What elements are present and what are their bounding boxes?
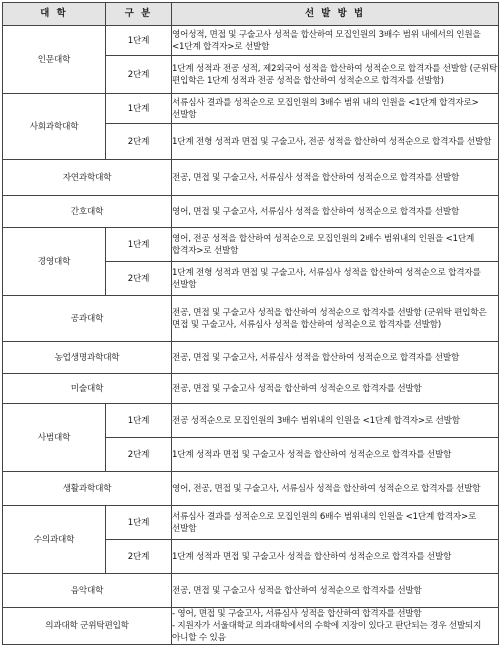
college-cell: 수의과대학 [3, 506, 106, 574]
method-text: 전공, 면접 및 구술고사 성적을 합산하여 성적순으로 합격자를 선발함 [172, 383, 422, 394]
method-cell [172, 438, 499, 472]
method-cell [172, 506, 499, 540]
table-row [3, 374, 499, 404]
table-row [3, 574, 499, 608]
method-cell [172, 160, 499, 196]
division-cell: 2단계 [106, 262, 172, 296]
division-cell: 1단계 [106, 228, 172, 262]
college-cell: 인문대학 [3, 26, 106, 94]
method-text: 1단계 성적과 전공 성적, 제2외국어 성적을 합산하여 성적순으로 합격자를 선발함 (군위탁 편입학은 1단계 성적과 전공 성적을 합산하여 성적순으로 합격자를 선발함) [172, 63, 498, 86]
method-text: 영어, 전공 성적을 합산하여 성적순으로 모집인원의 2배수 범위내의 인원을 <1단계 합격자>로 선발함 [172, 233, 475, 256]
college-cell: 경영대학 [3, 228, 106, 296]
table-row [3, 196, 499, 228]
method-text: 전공, 면접 및 구술고사, 서류심사 성적을 합산하여 성적순으로 합격자를 선발함 [172, 352, 460, 363]
method-text: - 지원자가 서울대학교 의과대학에서의 수학에 지장이 있다고 판단되는 경우 선발되지 아니할 수 있음 [172, 621, 482, 643]
header-row [3, 3, 499, 26]
method-text: 1단계 성적과 면접 및 구술고사 성적을 합산하여 성적순으로 합격자를 선발함 [172, 551, 452, 562]
college-cell: 미술대학 [3, 374, 172, 404]
table-row [3, 296, 499, 342]
method-cell [172, 472, 499, 506]
method-text: 1단계 전형 성적과 면접 및 구술고사, 서류심사 성적을 합산하여 성적순으로 합격자를 선발함 [172, 267, 481, 290]
admission-table-container [2, 2, 498, 643]
method-cell [172, 262, 499, 296]
college-cell: 농업생명과학대학 [3, 342, 172, 374]
method-cell [172, 196, 499, 228]
method-cell [172, 404, 499, 438]
method-text: 전공 성적순으로 모집인원의 3배수 범위내의 인원을 <1단계 합격자>로 선발함 [172, 415, 460, 426]
method-cell [172, 94, 499, 124]
table-row [3, 160, 499, 196]
method-cell [172, 574, 499, 608]
method-cell [172, 124, 499, 160]
header-college: 대 학 [3, 3, 106, 26]
admission-selection-table [2, 2, 499, 645]
division-cell: 1단계 [106, 506, 172, 540]
college-cell: 간호대학 [3, 196, 172, 228]
method-cell [172, 540, 499, 574]
division-cell: 2단계 [106, 124, 172, 160]
table-row [3, 342, 499, 374]
division-cell: 1단계 [106, 404, 172, 438]
table-body [3, 26, 499, 645]
method-cell [172, 608, 499, 645]
table-row [3, 94, 499, 124]
table-row [3, 404, 499, 438]
division-cell: 2단계 [106, 438, 172, 472]
method-text: 전공, 면접 및 구술고사 성적을 합산하여 성적순으로 합격자를 선발함 [172, 585, 422, 596]
method-cell [172, 26, 499, 56]
table-row [3, 506, 499, 540]
method-text: 서류심사 결과를 성적순으로 모집인원의 3배수 범위 내의 인원을 <1단계 합격자로> 선발함 [172, 97, 479, 120]
college-cell: 공과대학 [3, 296, 172, 342]
college-cell: 사회과학대학 [3, 94, 106, 160]
method-cell [172, 56, 499, 94]
division-cell: 2단계 [106, 540, 172, 574]
method-cell [172, 296, 499, 342]
method-text: - 영어, 면접 및 구술고사, 서류심사 성적을 합산하여 합격자를 선발함 [172, 609, 422, 619]
college-cell: 생활과학대학 [3, 472, 172, 506]
method-text: 서류심사 결과를 성적순으로 모집인원의 6배수 범위내의 인원을 <1단계 합격자>로 선발함 [172, 511, 477, 534]
method-text: 1단계 성적과 면접 및 구술고사 성적을 합산하여 성적순으로 합격자를 선발함 [172, 449, 452, 460]
division-cell: 1단계 [106, 94, 172, 124]
college-cell: 의과대학 군위탁편입학 [3, 608, 172, 645]
method-text: 전공, 면접 및 구술고사 성적을 합산하여 성적순으로 합격자를 선발함 (군위탁 편입학은 면접 및 구술고사, 서류심사 성적을 합산하여 성적순으로 합격자를 선발함) [172, 307, 487, 330]
method-text: 영어, 면접 및 구술고사, 서류심사 성적을 합산하여 성적순으로 합격자를 선발함 [172, 206, 460, 217]
college-cell: 사범대학 [3, 404, 106, 472]
table-header [3, 3, 499, 26]
college-cell: 음악대학 [3, 574, 172, 608]
method-cell [172, 374, 499, 404]
header-division: 구 분 [106, 3, 172, 26]
header-method: 선 발 방 법 [172, 3, 499, 26]
method-text: 영어성적, 면접 및 구술고사 성적을 합산하여 모집인원의 3배수 범위 내에서의 인원을 <1단계 합격자>로 선발함 [172, 29, 481, 52]
method-text: 1단계 전형 성적과 면접 및 구술고사, 전공 성적을 합산하여 성적순으로 합격자를 선발함 [172, 136, 492, 147]
college-cell: 자연과학대학 [3, 160, 172, 196]
method-cell [172, 342, 499, 374]
method-text: 전공, 면접 및 구술고사, 서류심사 성적을 합산하여 성적순으로 합격자를 선발함 [172, 172, 460, 183]
method-cell [172, 228, 499, 262]
table-row [3, 26, 499, 56]
division-cell: 1단계 [106, 26, 172, 56]
division-cell: 2단계 [106, 56, 172, 94]
table-row [3, 472, 499, 506]
method-text: 영어, 전공, 면접 및 구술고사, 서류심사 성적을 합산하여 성적순으로 합격자를 선발함 [172, 483, 481, 494]
table-row [3, 608, 499, 645]
table-row [3, 228, 499, 262]
